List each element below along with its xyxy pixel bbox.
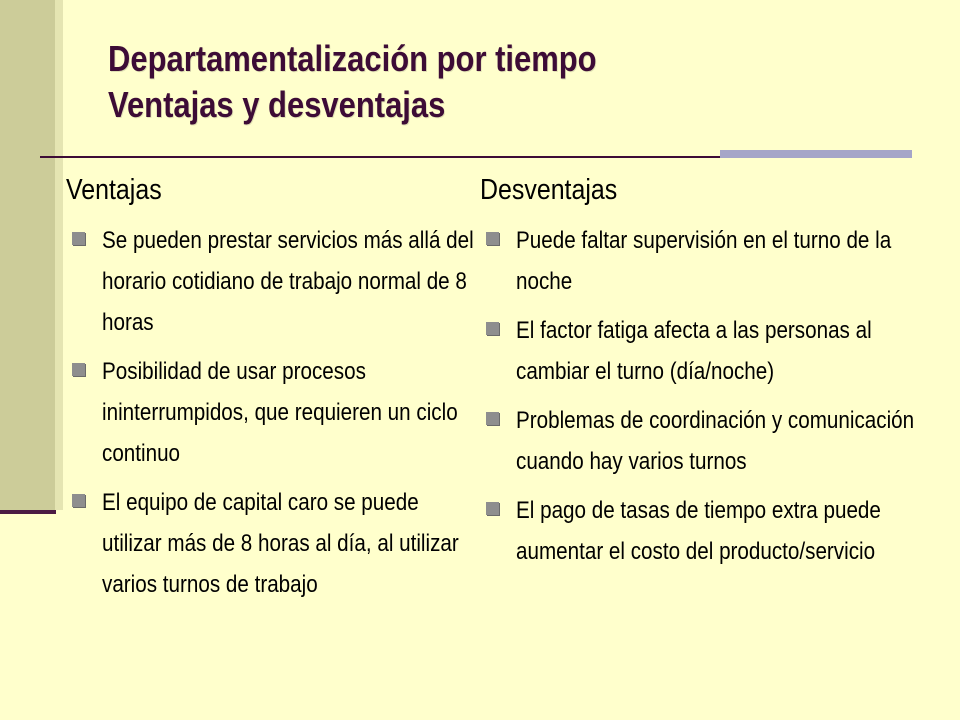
square-bullet-icon <box>486 322 499 335</box>
ventajas-column <box>66 168 476 613</box>
list-item <box>66 482 476 605</box>
title-divider-accent <box>720 150 912 158</box>
square-bullet-icon <box>486 412 499 425</box>
list-item-text: Puede faltar supervisión en el turno de la noche <box>516 227 892 295</box>
ventajas-list <box>66 220 476 605</box>
slide-title <box>108 36 597 128</box>
square-bullet-icon <box>72 363 85 376</box>
slide-title-line2: Ventajas y desventajas <box>108 84 446 125</box>
list-item-text: El pago de tasas de tiempo extra puede aumentar el costo del producto/servicio <box>516 497 881 565</box>
list-item-text: Problemas de coordinación y comunicación cuando hay varios turnos <box>516 407 915 475</box>
list-item <box>480 490 950 572</box>
list-item-text: Posibilidad de usar procesos ininterrumpidos, que requieren un ciclo continuo <box>102 358 458 467</box>
list-item <box>480 310 950 392</box>
desventajas-heading: Desventajas <box>480 174 618 206</box>
left-bar-shadow <box>55 0 63 510</box>
list-item <box>66 220 476 343</box>
list-item-text: Se pueden prestar servicios más allá del horario cotidiano de trabajo normal de 8 horas <box>102 227 474 336</box>
list-item <box>480 400 950 482</box>
list-item <box>480 220 950 302</box>
ventajas-heading: Ventajas <box>66 174 162 206</box>
square-bullet-icon <box>72 232 85 245</box>
left-decorative-bar <box>0 0 62 510</box>
slide-title-line1: Departamentalización por tiempo <box>108 38 597 79</box>
square-bullet-icon <box>486 502 499 515</box>
list-item-text: El factor fatiga afecta a las personas al cambiar el turno (día/noche) <box>516 317 872 385</box>
desventajas-column <box>480 168 950 580</box>
list-item-text: El equipo de capital caro se puede utilizar más de 8 horas al día, al utilizar varios turnos de trabajo <box>102 489 459 598</box>
square-bullet-icon <box>486 232 499 245</box>
left-bar-underline <box>0 510 56 514</box>
square-bullet-icon <box>72 494 85 507</box>
list-item <box>66 351 476 474</box>
desventajas-list <box>480 220 950 572</box>
